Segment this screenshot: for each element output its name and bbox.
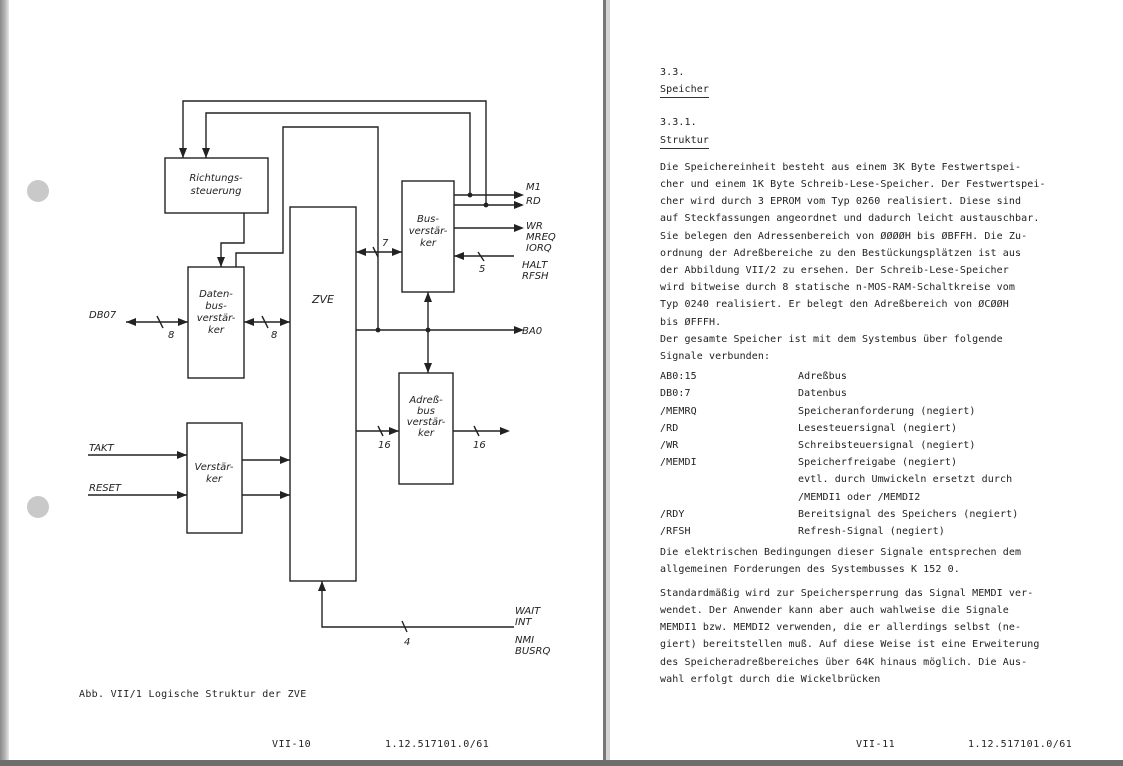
arrow-reset [177, 491, 187, 499]
signal-desc: /MEMDI1 oder /MEMDI2 [798, 491, 921, 503]
signal-desc: evtl. durch Umwickeln ersetzt durch [798, 474, 1013, 486]
paragraph-2 [660, 544, 1100, 578]
signal-name: /WR [660, 440, 679, 452]
section-number: 3.3. [660, 67, 685, 78]
signal-desc: Schreibsteuersignal (negiert) [798, 440, 976, 452]
table-row [660, 437, 1100, 454]
junction-m1 [468, 193, 473, 198]
para1-line: cher und einem 1K Byte Schreib-Lese-Speicher. Der Festwertspei- [660, 179, 1046, 191]
para3-line: wahl erfolgt durch die Wickelbrücken [660, 673, 881, 685]
text-datenbus-1: Daten- [199, 289, 233, 300]
left-page-number: VII-10 [272, 739, 312, 750]
intro-line: Der gesamte Speicher ist mit dem Systembus über folgende [660, 333, 1003, 345]
para3-line: des Speicheradreßbereiches über 64K hinaus möglich. Die Aus- [660, 656, 1028, 668]
arrow-takt [177, 451, 187, 459]
right-page-text [660, 64, 1100, 688]
table-row [660, 471, 1100, 488]
junction-rd [484, 203, 489, 208]
label-nmi: NMI [515, 635, 535, 646]
signal-desc: Speicherfreigabe (negiert) [798, 457, 958, 469]
signal-name [660, 489, 798, 506]
text-datenbus-2: bus- [205, 301, 227, 312]
arrow-rd [514, 201, 524, 209]
signal-desc: Speicheranforderung (negiert) [798, 405, 976, 417]
width-addr-in: 16 [378, 440, 391, 451]
width-db-left: 8 [168, 330, 175, 341]
para2-line: Die elektrischen Bedingungen dieser Signale entsprechen dem [660, 547, 1022, 559]
subsection-number: 3.3.1. [660, 117, 697, 129]
arrow-richtung-in-2 [202, 148, 210, 158]
para1-line: Typ 0240 realisiert. Er belegt den Adreßbereich von ØCØØH [660, 299, 1009, 311]
line-loop-inner [206, 113, 470, 196]
signal-desc: Lesesteuersignal (negiert) [798, 422, 958, 434]
table-row [660, 420, 1100, 437]
signal-name [660, 471, 798, 488]
signal-name: /RFSH [660, 526, 691, 538]
line-richtung-to-datenbus [221, 213, 244, 267]
label-rd: RD [526, 196, 541, 207]
text-verstaerker-1: Verstär- [194, 462, 234, 473]
label-rfsh: RFSH [522, 271, 549, 282]
figure-caption: Abb. VII/1 Logische Struktur der ZVE [79, 689, 307, 700]
para1-line: Sie belegen den Adressenbereich von ØØØØH bis ØBFFH. Die Zu- [660, 230, 1028, 242]
paragraph-intro [660, 331, 1100, 365]
text-datenbus-4: ker [207, 325, 225, 336]
arrow-vert-up [424, 292, 432, 302]
text-richtung-1: Richtungs- [189, 173, 243, 184]
signal-desc: Bereitsignal des Speichers (negiert) [798, 508, 1019, 520]
para3-line: giert) bereitstellen muß. Auf diese Weise ist eine Erweiterung [660, 639, 1040, 651]
arrow-wr [514, 224, 524, 232]
width-ctrl-in: 4 [404, 637, 411, 648]
arrow-m1 [514, 191, 524, 199]
text-datenbus-3: verstär- [196, 313, 236, 324]
label-halt: HALT [522, 260, 548, 271]
label-m1: M1 [526, 182, 541, 193]
table-row [660, 506, 1100, 523]
label-busrq: BUSRQ [515, 646, 551, 657]
bottom-edge [0, 760, 1123, 766]
paragraph-3 [660, 585, 1100, 688]
para1-line: wird bitweise durch 8 statische n-MOS-RAM-Schaltkreise vom [660, 282, 1015, 294]
table-row [660, 523, 1100, 540]
page-fold-shadow [606, 0, 610, 766]
width-db-right: 8 [271, 330, 278, 341]
signal-name: /RD [660, 422, 679, 434]
arrow-adr-out [500, 427, 510, 435]
paragraph-1 [660, 159, 1100, 331]
label-wait: WAIT [515, 606, 541, 617]
width-bus-in: 7 [382, 238, 389, 249]
text-busverst-1: Bus- [416, 214, 440, 225]
signal-table [660, 368, 1100, 540]
arrow-dz-r [280, 318, 290, 326]
right-page-number: VII-11 [856, 739, 896, 750]
signal-desc: Refresh-Signal (negiert) [798, 526, 945, 538]
para2-line: allgemeinen Forderungen des Systembusses K 152 0. [660, 564, 960, 576]
signal-desc: Datenbus [798, 388, 847, 400]
para1-line: Die Speichereinheit besteht aus einem 3K Byte Festwertspei- [660, 161, 1022, 173]
section-title: Speicher [660, 83, 709, 98]
arrow-vz2 [280, 491, 290, 499]
left-doc-code: 1.12.517101.0/61 [385, 739, 490, 750]
arrow-dz-l [244, 318, 254, 326]
intro-line: Signale verbunden: [660, 351, 771, 363]
signal-name: /RDY [660, 508, 685, 520]
arrow-db07-r [178, 318, 188, 326]
table-row [660, 385, 1100, 402]
text-adressverst-3: verstär- [406, 417, 446, 428]
para1-line: der Abbildung VII/2 zu ersehen. Der Schreib-Lese-Speicher [660, 265, 1009, 277]
para3-line: wendet. Der Anwender kann aber auch wahlweise die Signale [660, 604, 1009, 616]
table-row [660, 403, 1100, 420]
line-ctrl-in [322, 581, 514, 627]
junction-ba0 [376, 328, 381, 333]
text-adressverst-4: ker [417, 428, 435, 439]
table-row [660, 454, 1100, 471]
width-addr-out: 16 [473, 440, 486, 451]
zve-block-diagram [0, 0, 600, 700]
label-int: INT [515, 617, 532, 628]
arrow-zve-adr [389, 427, 399, 435]
signal-desc: Adreßbus [798, 371, 847, 383]
para3-line: Standardmäßig wird zur Speichersperrung das Signal MEMDI ver- [660, 587, 1034, 599]
para3-line: MEMDI1 bzw. MEMDI2 verwenden, die er allerdings selbst (ne- [660, 622, 1022, 634]
label-iorq: IORQ [526, 243, 552, 254]
arrow-datenbus-in [217, 257, 225, 267]
signal-name: /MEMRQ [660, 405, 697, 417]
junction-ba0-2 [426, 328, 431, 333]
text-busverst-2: verstär- [408, 226, 448, 237]
text-verstaerker-2: ker [205, 474, 223, 485]
arrow-halt [454, 252, 464, 260]
text-adressverst-1: Adreß- [409, 395, 443, 406]
signal-name: /MEMDI [660, 457, 697, 469]
label-db07: DB07 [89, 310, 117, 321]
block-zve [290, 207, 356, 581]
arrow-zve-busverst-l [356, 248, 366, 256]
label-mreq: MREQ [526, 232, 556, 243]
right-doc-code: 1.12.517101.0/61 [968, 739, 1073, 750]
para1-line: auf Steckfassungen angeordnet und dadurch leicht austauschbar. [660, 213, 1040, 225]
label-ba0: BA0 [522, 326, 543, 337]
text-zve: ZVE [311, 293, 335, 306]
subsection-title: Struktur [660, 134, 709, 149]
text-adressverst-2: bus [417, 406, 435, 417]
label-wr: WR [526, 221, 543, 232]
table-row [660, 368, 1100, 385]
para1-line: cher wird durch 3 EPROM vom Typ 0260 realisiert. Diese sind [660, 196, 1022, 208]
text-richtung-2: steuerung [190, 186, 242, 197]
para1-line: bis ØFFFH. [660, 316, 722, 328]
width-bus-out: 5 [479, 264, 486, 275]
arrow-ctrl-in [318, 581, 326, 591]
arrow-db07-l [126, 318, 136, 326]
label-takt: TAKT [89, 443, 114, 454]
arrow-zve-busverst-r [392, 248, 402, 256]
signal-name: DB0:7 [660, 388, 691, 400]
arrow-vert-down [424, 363, 432, 373]
signal-name: AB0:15 [660, 371, 697, 383]
table-row [660, 489, 1100, 506]
text-busverst-3: ker [419, 238, 437, 249]
label-reset: RESET [89, 483, 122, 494]
arrow-richtung-in [179, 148, 187, 158]
para1-line: ordnung der Adreßbereiche zu den Bestückungsplätzen ist aus [660, 247, 1022, 259]
arrow-vz1 [280, 456, 290, 464]
